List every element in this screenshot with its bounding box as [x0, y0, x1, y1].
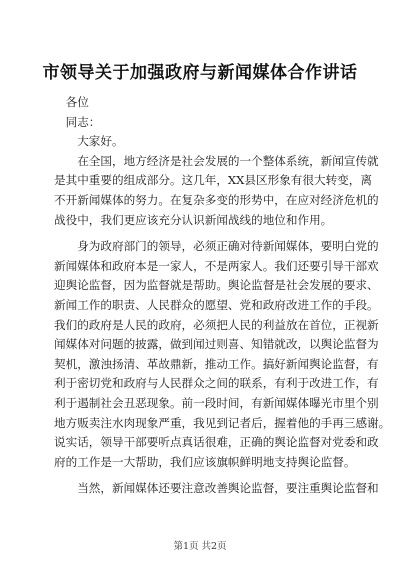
- document-title: 市领导关于加强政府与新闻媒体合作讲话: [42, 63, 358, 83]
- paragraph-gap: [54, 472, 354, 479]
- body-line: 说实话，领导干部要听点真话很难，正确的舆论监督对党委和政: [54, 435, 379, 450]
- body-line: 府的工作是一大帮助，我们应该旗帜鲜明地支持舆论监督。: [54, 454, 356, 469]
- body-line: 利于遏制社会丑恶现象。前一段时间，有新闻媒体曝光市里个别: [54, 395, 379, 410]
- body-line: 新闻工作的职责、人民群众的愿望、党和政府改进工作的手段。: [54, 297, 379, 312]
- body-line: 是其中重要的组成部分。这几年，XX县区形象有很大转变，离: [54, 173, 372, 188]
- paragraph-gap: [54, 230, 354, 237]
- body-line: 利于密切党和政府与人民群众之间的联系，有利于改进工作，有: [54, 376, 379, 391]
- salutation-line: 各位: [54, 95, 89, 109]
- body-line: 我们的政府是人民的政府，必须把人民的利益放在首位，正视新: [54, 317, 379, 332]
- body-line: 当然，新闻媒体还要注意改善舆论监督，要注重舆论监督和: [54, 481, 379, 496]
- page-number: 第1页 共2页: [173, 541, 227, 552]
- body-line: 地方贩卖注水肉现象严重，我见到记者后，握着他的手再三感谢。: [54, 415, 391, 430]
- body-line: 迎舆论监督，因为监督就是帮助。舆论监督是社会发展的要求、: [54, 278, 379, 293]
- greeting-line: 大家好。: [54, 134, 124, 149]
- document-body: [54, 93, 391, 499]
- body-line: 契机，激浊扬清、革故鼎新，推动工作。搞好新闻舆论监督，有: [54, 356, 379, 371]
- body-line: 战役中，我们更应该充分认识新闻战线的地位和作用。: [54, 212, 333, 227]
- salutation-line: 同志：: [54, 114, 101, 129]
- body-line: 身为政府部门的领导，必须正确对待新闻媒体，要明白党的: [54, 239, 379, 254]
- body-line: 新闻媒体和政府本是一家人，不是两家人。我们还要引导干部欢: [54, 258, 379, 273]
- body-line: 闻媒体对问题的披露，做到闻过则喜、知错就改，以舆论监督为: [54, 337, 379, 352]
- body-line: 在全国，地方经济是社会发展的一个整体系统，新闻宣传就: [54, 153, 379, 168]
- body-line: 不开新闻媒体的努力。在复杂多变的形势中，在应对经济危机的: [54, 192, 379, 207]
